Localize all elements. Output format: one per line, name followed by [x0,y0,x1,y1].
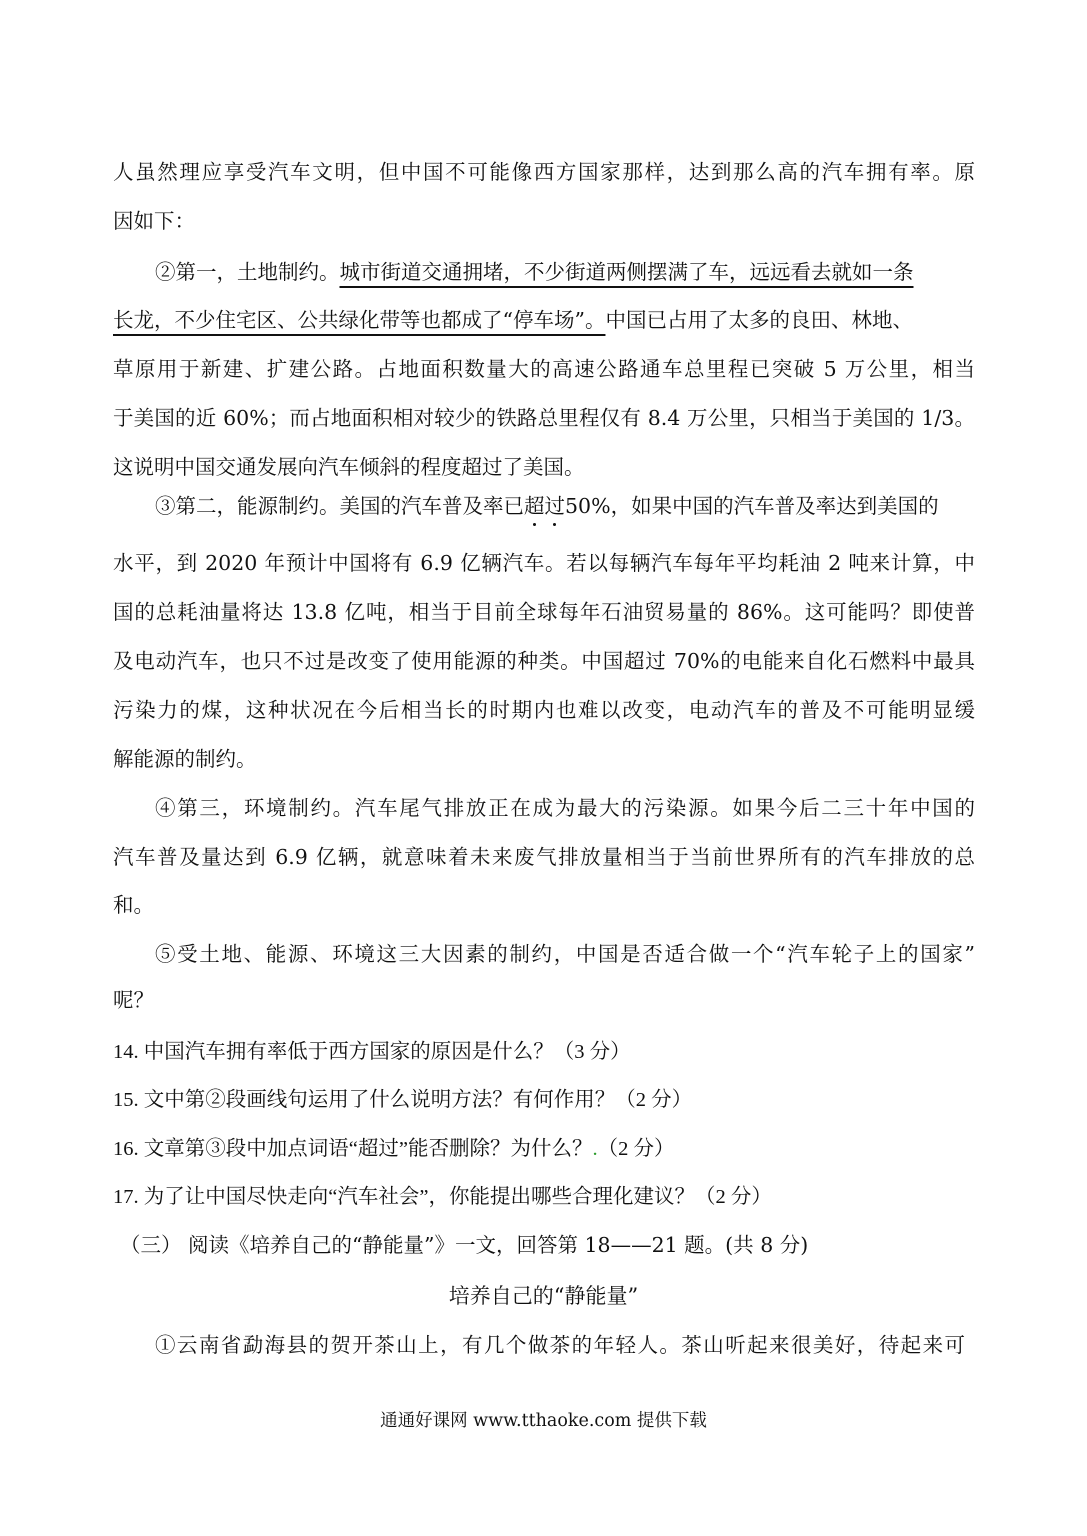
dotted-word-char: 超 [524,491,545,521]
question-score: （2 分） [597,1138,675,1160]
underlined-sentence: 长龙，不少住宅区、公共绿化带等也都成了“停车场”。 [113,308,606,332]
text-line: ①云南省勐海县的贺开茶山上，有几个做茶的年轻人。茶山听起来很美好，待起来可 [155,1333,965,1357]
text-span: 50%，如果中国的汽车普及率达到美国的 [565,494,939,518]
paragraph-3-line-1 [155,491,975,521]
paragraph-2-line-1 [155,257,975,287]
page-footer: 通通好课网 www.tthaoke.com 提供下载 [380,1411,707,1431]
question-15: 15. 文中第②段画线句运用了什么说明方法？有何作用？（2 分） [113,1089,693,1111]
text-line: 汽车普及量达到 6.9 亿辆，就意味着未来废气排放量相当于当前世界所有的汽车排放的总 [113,845,975,869]
question-17: 17. 为了让中国尽快走向“汽车社会”，你能提出哪些合理化建议？（2 分） [113,1186,772,1208]
text-line: ④第三，环境制约。汽车尾气排放正在成为最大的污染源。如果今后二三十年中国的 [155,796,975,820]
text-line: 这说明中国交通发展向汽车倾斜的程度超过了美国。 [113,455,585,479]
paragraph-2-line-2 [113,305,975,335]
text-line: 水平，到 2020 年预计中国将有 6.9 亿辆汽车。若以每辆汽车每年平均耗油 2 吨来计算，中 [113,551,975,575]
text-line: 呢？ [113,988,154,1012]
text-line: 解能源的制约。 [113,747,257,771]
question-14: 14. 中国汽车拥有率低于西方国家的原因是什么？（3 分） [113,1041,631,1063]
question-16 [113,1134,975,1164]
text-line: 国的总耗油量将达 13.8 亿吨，相当于目前全球每年石油贸易量的 86%。这可能吗？即使普 [113,600,975,624]
text-line: 因如下： [113,209,195,233]
text-line: 于美国的近 60%；而占地面积相对较少的铁路总里程仅有 8.4 万公里，只相当于美国的 1/3。 [113,406,975,430]
text-line: 和。 [113,893,154,917]
text-line: 草原用于新建、扩建公路。占地面积数量大的高速公路通车总里程已突破 5 万公里，相当 [113,357,975,381]
text-span: ③第二，能源制约。美国的汽车普及率已 [155,494,524,518]
text-line: 污染力的煤，这种状况在今后相当长的时期内也难以改变，电动汽车的普及不可能明显缓 [113,698,975,722]
paragraph-lead: ②第一，土地制约。 [155,260,340,284]
dotted-word-char: 过 [545,491,566,521]
text-line: 及电动汽车，也只不过是改变了使用能源的种类。中国超过 70%的电能来自化石燃料中最具 [113,649,975,673]
text-span: 中国已占用了太多的良田、林地、 [605,308,913,332]
text-line: 人虽然理应享受汽车文明，但中国不可能像西方国家那样，达到那么高的汽车拥有率。原 [113,160,975,184]
green-dot: . [592,1138,598,1160]
article-title: 培养自己的“静能量” [448,1284,639,1308]
question-text: 16. 文章第③段中加点词语“超过”能否删除？为什么？ [113,1138,593,1160]
underlined-sentence: 城市街道交通拥堵，不少街道两侧摆满了车，远远看去就如一条 [339,260,914,284]
section-three-heading: （三） 阅读《培养自己的“静能量”》一文，回答第 18——21 题。(共 8 分) [120,1233,809,1257]
text-line: ⑤受土地、能源、环境这三大因素的制约，中国是否适合做一个“汽车轮子上的国家” [155,942,975,966]
